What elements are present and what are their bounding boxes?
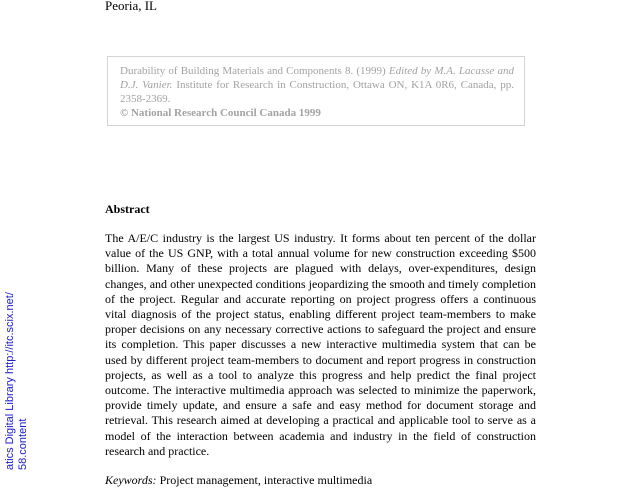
citation-editors: Edited by M.A. Lacasse and D.J. Vanier. [120,65,514,91]
side-library-link-line1[interactable]: atics Digital Library http://itc.scix.net/ [4,292,16,470]
keywords-label: Keywords: [105,473,157,487]
side-library-link[interactable] [4,292,30,470]
keywords-text: Project management, interactive multimedia [159,473,373,487]
author-location: Peoria, IL [105,0,157,13]
copyright-notice: © National Research Council Canada 1999 [120,107,321,119]
side-library-link-line2[interactable]: 58.content [17,418,29,470]
citation-publisher: Institute for Research in Construction, Ottawa ON, K1A 0R6, Canada, pp. 2358-2369. [120,79,514,105]
citation-source: Durability of Building Materials and Components 8. (1999) [120,65,386,77]
abstract-heading: Abstract [105,202,150,216]
citation-box [107,56,525,126]
keywords [105,473,372,488]
abstract-body: The A/E/C industry is the largest US industry. It forms about ten percent of the dollar value of the US GNP, with a total annual volume for new construction exceeding $500 billion. Many of these projects are plagued with delays, over-expenditures, design changes, and other unexpected conditions jeopardizing the smooth and timely completion of the project. Regular and accurate reporting on project progress offers a continuous vital diagnosis of the project status, enabling different project team-members to make proper decisions on any necessary corrective actions to safeguard the project and ensure its completion. This paper discusses a new interactive multimedia system that can be used by different project team-members to document and report progress in construction projects, as well as a tool to analyze this progress and help predict the final project outcome. The interactive multimedia approach was selected to minimize the paperwork, provide timely update, and ensure a safe and easy method for document storage and retrieval. This research aimed at developing a practical and applicable tool to serve as a model of the interaction between academia and industry in the field of construction research and practice. [105,231,536,458]
